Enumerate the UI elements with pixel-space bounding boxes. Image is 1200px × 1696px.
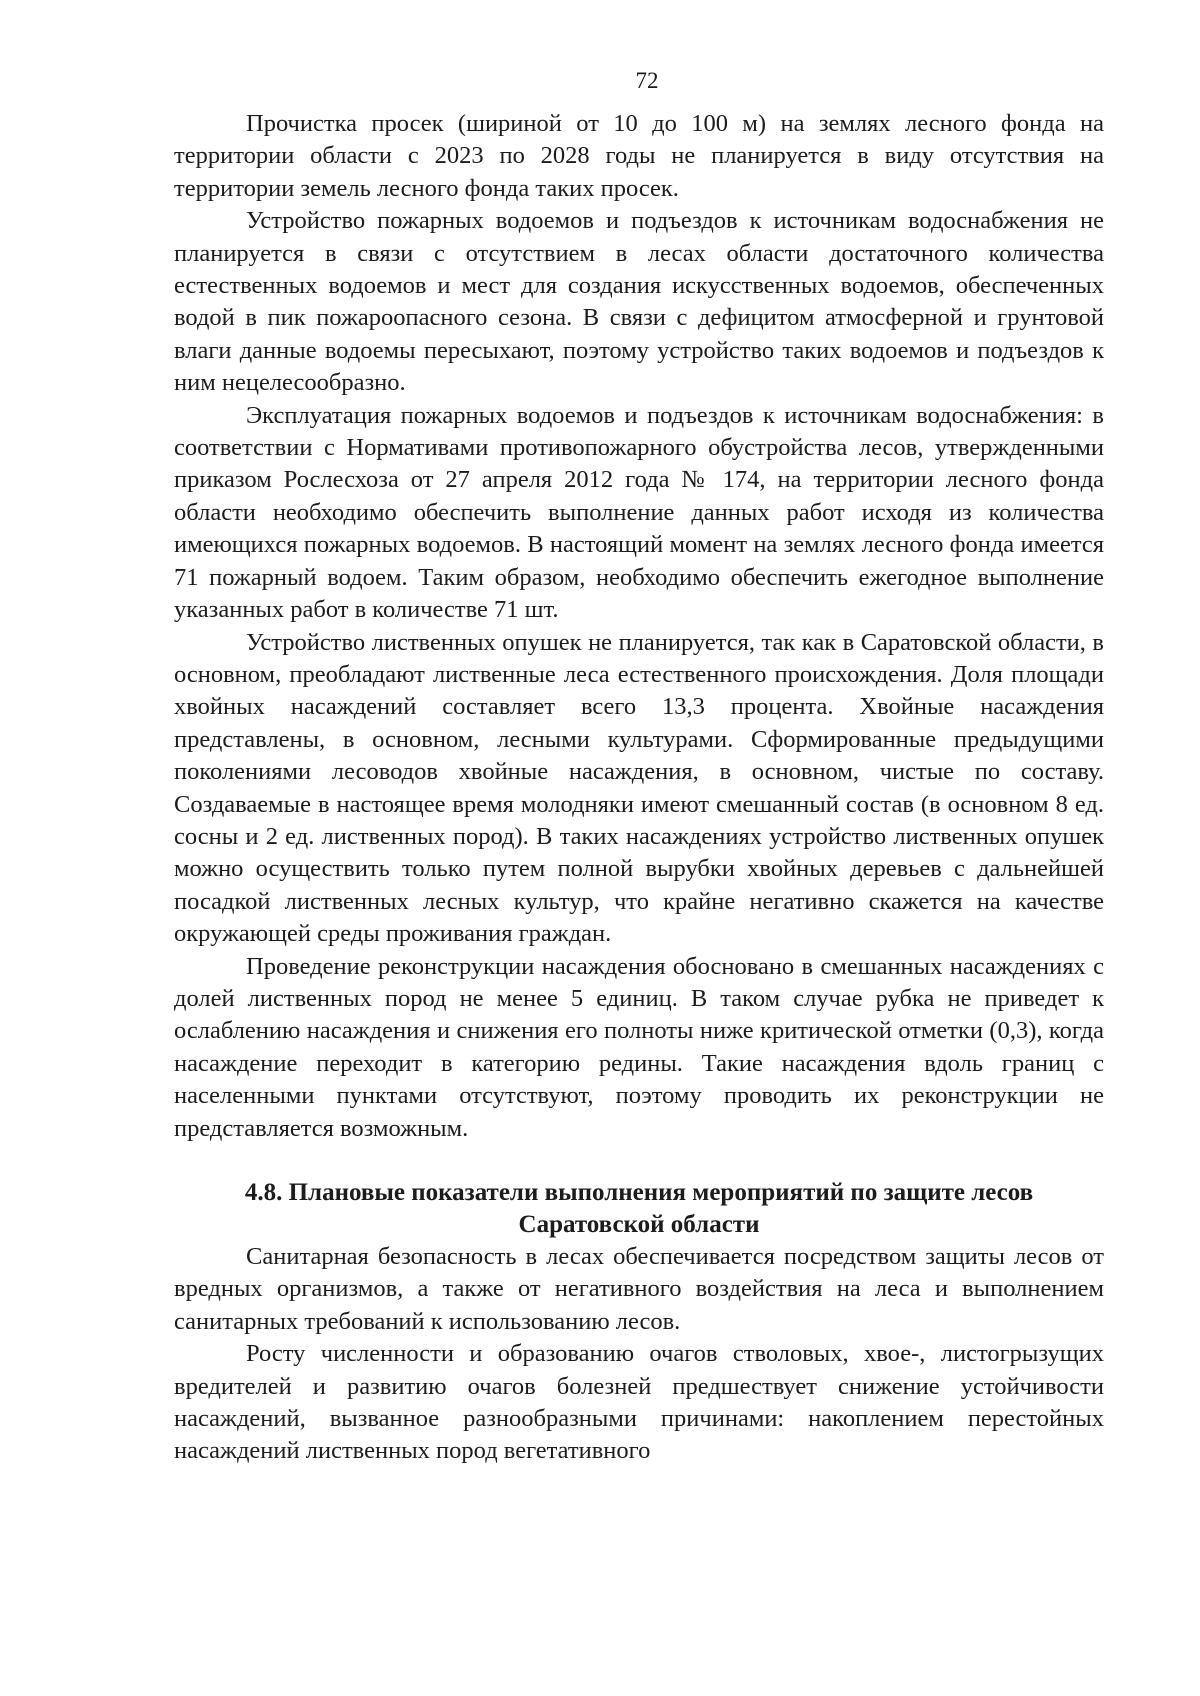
paragraph-pest-growth: Росту численности и образованию очагов стволовых, хвое-, листогрызущих вредителей и развитию очагов болезней предшествует снижение устойчивости насаждений, вызванное разнообразными причинами: накоплением перестойных насаждений лиственных пород вегетативного	[174, 1340, 1104, 1465]
section-title-line-2: Саратовской области	[518, 1211, 760, 1238]
paragraph-sanitary-safety: Санитарная безопасность в лесах обеспечивается посредством защиты лесов от вредных организмов, а также от негативного воздействия на леса и выполнением санитарных требований к использованию лесов.	[174, 1243, 1104, 1335]
paragraph-clearing-glades: Прочистка просек (шириной от 10 до 100 м) на землях лесного фонда на территории области с 2023 по 2028 годы не планируется в виду отсутствия на территории земель лесного фонда таких просек.	[174, 110, 1104, 202]
paragraph-reconstruction: Проведение реконструкции насаждения обосновано в смешанных насаждениях с долей лиственных пород не менее 5 единиц. В таком случае рубка не приведет к ослаблению насаждения и снижения его полноты ниже критической отметки (0,3), когда насаждение переходит в категорию редины. Такие насаждения вдоль границ с населенными пунктами отсутствуют, поэтому проводить их реконструкции не представляется возможным.	[174, 952, 1104, 1142]
section-title-line-1: 4.8. Плановые показатели выполнения мероприятий по защите лесов	[244, 1179, 1034, 1206]
section-title	[174, 1177, 1104, 1241]
page-number: 72	[635, 68, 659, 93]
paragraph-fire-reservoirs-construction: Устройство пожарных водоемов и подъездов к источникам водоснабжения не планируется в связи с отсутствием в лесах области достаточного количества естественных водоемов и мест для создания искусственных водоемов, обеспеченных водой в пик пожароопасного сезона. В связи с дефицитом атмосферной и грунтовой влаги данные водоемы пересыхают, поэтому устройство таких водоемов и подъездов к ним нецелесообразно.	[174, 207, 1104, 397]
paragraph-deciduous-edges: Устройство лиственных опушек не планируется, так как в Саратовской области, в основном, преобладают лиственные леса естественного происхождения. Доля площади хвойных насаждений составляет всего 13,3 процента. Хвойные насаждения представлены, в основном, лесными культурами. Сформированные предыдущими поколениями лесоводов хвойные насаждения, в основном, чистые по составу. Создаваемые в настоящее время молодняки имеют смешанный состав (в основном 8 ед. сосны и 2 ед. лиственных пород). В таких насаждениях устройство лиственных опушек можно осуществить только путем полной вырубки хвойных деревьев с дальнейшей посадкой лиственных лесных культур, что крайне негативно скажется на качестве окружающей среды проживания граждан.	[174, 628, 1104, 948]
paragraph-fire-reservoirs-operation: Эксплуатация пожарных водоемов и подъездов к источникам водоснабжения: в соответствии с Нормативами противопожарного обустройства лесов, утвержденными приказом Рослесхоза от 27 апреля 2012 года № 174, на территории лесного фонда области необходимо обеспечить выполнение данных работ исходя из количества имеющихся пожарных водоемов. В настоящий момент на землях лесного фонда имеется 71 пожарный водоем. Таким образом, необходимо обеспечить ежегодное выполнение указанных работ в количестве 71 шт.	[174, 401, 1104, 624]
